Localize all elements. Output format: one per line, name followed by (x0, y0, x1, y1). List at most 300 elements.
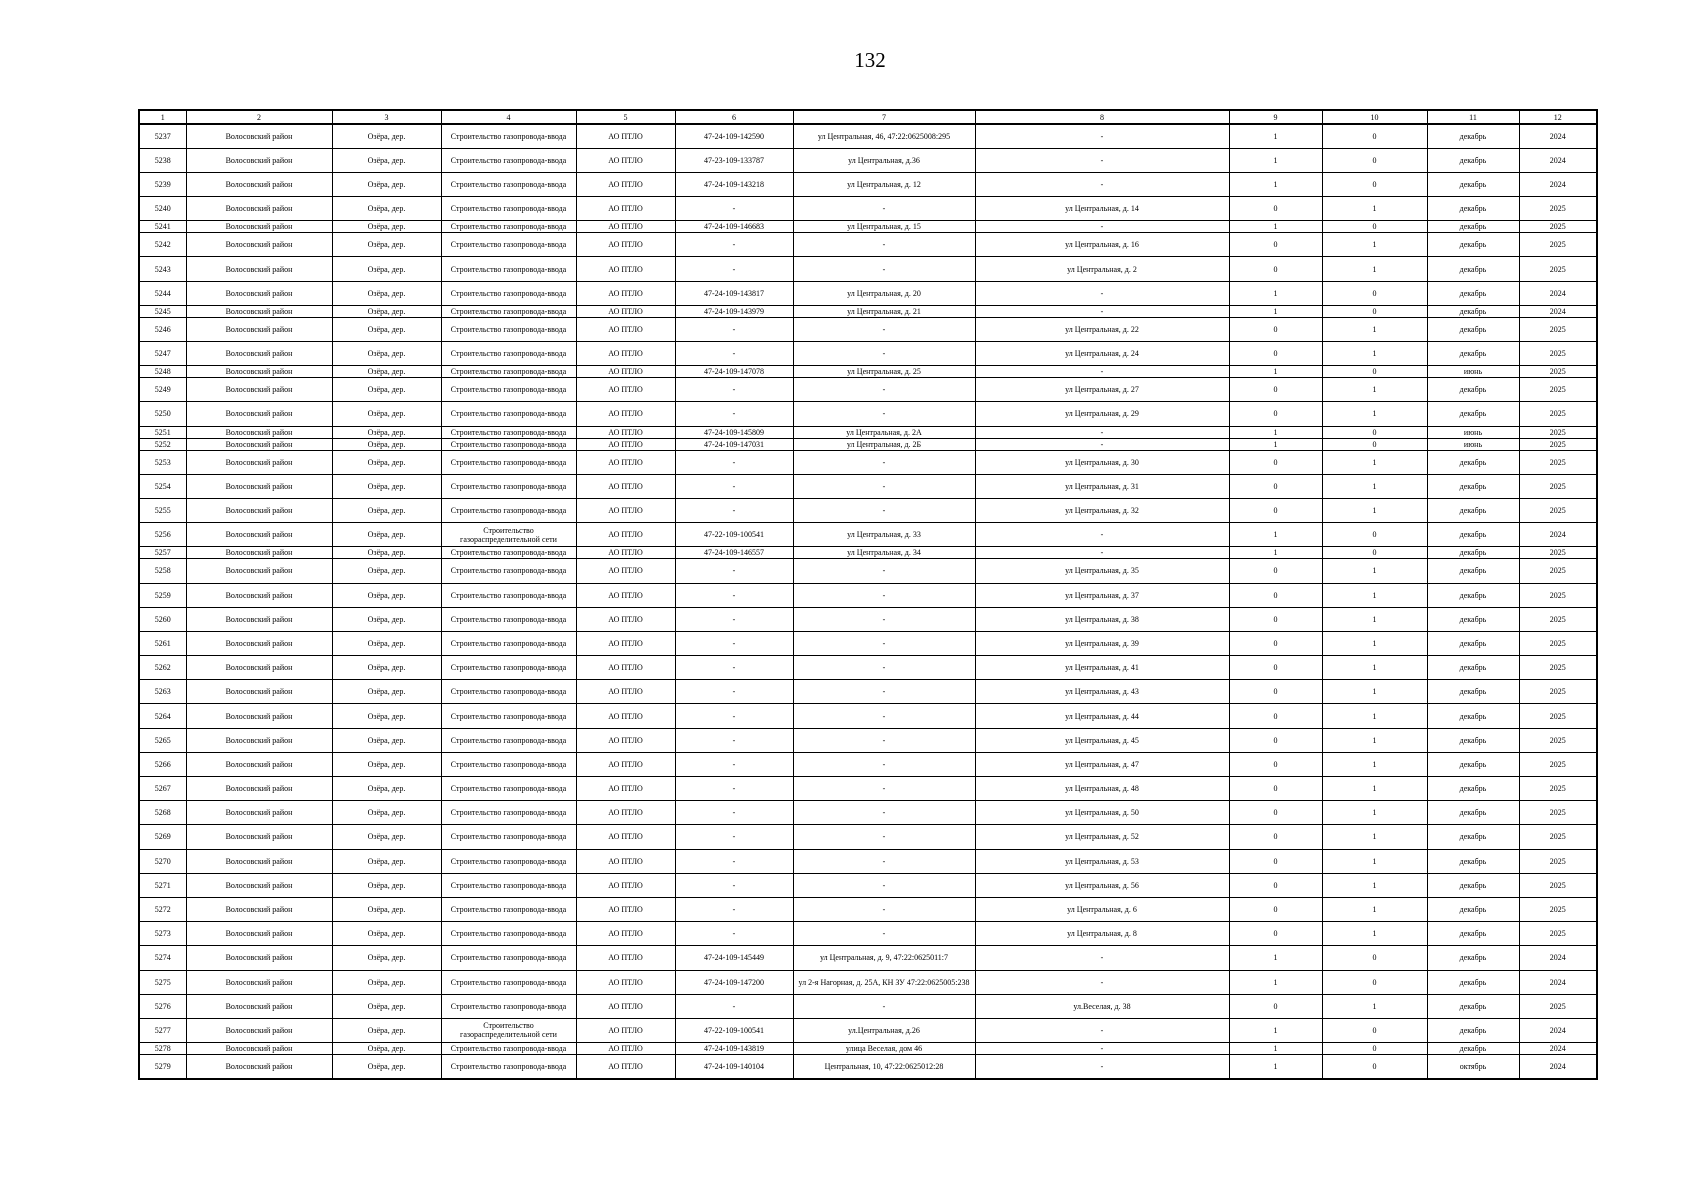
table-cell: 2025 (1519, 752, 1597, 776)
table-cell: 1 (1322, 450, 1427, 474)
table-cell: Озёра, дер. (332, 148, 441, 172)
table-cell: 0 (1229, 583, 1322, 607)
table-cell: ул Центральная, д. 24 (975, 342, 1229, 366)
table-cell: - (675, 607, 793, 631)
table-cell: декабрь (1427, 922, 1519, 946)
table-cell: Волосовский район (186, 438, 332, 450)
table-cell: декабрь (1427, 450, 1519, 474)
table-cell: ул Центральная, д. 16 (975, 233, 1229, 257)
table-cell: декабрь (1427, 498, 1519, 522)
table-cell: декабрь (1427, 402, 1519, 426)
table-cell: 2025 (1519, 498, 1597, 522)
table-cell: 1 (1322, 257, 1427, 281)
table-cell: ул Центральная, д. 9, 47:22:0625011:7 (793, 946, 975, 970)
table-cell: 0 (1229, 257, 1322, 281)
table-row (139, 994, 1597, 1018)
column-header: 9 (1229, 110, 1322, 124)
table-cell: 1 (1322, 704, 1427, 728)
table-cell: Озёра, дер. (332, 777, 441, 801)
table-cell: июнь (1427, 366, 1519, 378)
table-cell: декабрь (1427, 680, 1519, 704)
table-cell: АО ПТЛО (576, 946, 675, 970)
table-cell: ул Центральная, д. 31 (975, 474, 1229, 498)
table-cell: декабрь (1427, 523, 1519, 547)
table-cell: ул Центральная, д. 35 (975, 559, 1229, 583)
table-cell: АО ПТЛО (576, 342, 675, 366)
table-cell: ул Центральная, д. 25 (793, 366, 975, 378)
table-cell: - (675, 777, 793, 801)
table-cell: 0 (1229, 607, 1322, 631)
table-cell: 0 (1322, 1018, 1427, 1042)
table-cell: - (675, 450, 793, 474)
table-cell: АО ПТЛО (576, 559, 675, 583)
table-cell: 0 (1229, 342, 1322, 366)
table-cell: Строительство газопровода-ввода (441, 197, 576, 221)
table-cell: 1 (1322, 474, 1427, 498)
table-cell: 5278 (139, 1043, 186, 1055)
table-cell: АО ПТЛО (576, 728, 675, 752)
table-cell: 0 (1229, 656, 1322, 680)
table-cell: 0 (1229, 728, 1322, 752)
table-cell: Волосовский район (186, 728, 332, 752)
table-cell: - (793, 378, 975, 402)
table-cell: - (675, 897, 793, 921)
table-cell: 47-24-109-146683 (675, 221, 793, 233)
table-cell: Волосовский район (186, 402, 332, 426)
table-cell: Волосовский район (186, 970, 332, 994)
table-cell: улица Веселая, дом 46 (793, 1043, 975, 1055)
table-cell: Строительство газопровода-ввода (441, 474, 576, 498)
table-cell: 5256 (139, 523, 186, 547)
table-cell: 0 (1229, 994, 1322, 1018)
table-cell: АО ПТЛО (576, 547, 675, 559)
table-cell: 1 (1229, 221, 1322, 233)
table-row (139, 257, 1597, 281)
table-cell: Строительство газопровода-ввода (441, 426, 576, 438)
table-cell: 5270 (139, 849, 186, 873)
table-row (139, 378, 1597, 402)
table-cell: декабрь (1427, 946, 1519, 970)
table-cell: 47-24-109-145809 (675, 426, 793, 438)
table-cell: - (793, 704, 975, 728)
table-cell: Строительство газопровода-ввода (441, 148, 576, 172)
table-row (139, 438, 1597, 450)
table-cell: 1 (1229, 1043, 1322, 1055)
table-row (139, 317, 1597, 341)
table-cell: АО ПТЛО (576, 233, 675, 257)
table-cell: 5241 (139, 221, 186, 233)
table-cell: декабрь (1427, 777, 1519, 801)
table-cell: 0 (1322, 438, 1427, 450)
table-cell: 1 (1229, 523, 1322, 547)
table-cell: - (793, 631, 975, 655)
table-cell: Озёра, дер. (332, 922, 441, 946)
table-cell: 2025 (1519, 825, 1597, 849)
table-cell: Строительство газопровода-ввода (441, 257, 576, 281)
table-cell: ул Центральная, д. 50 (975, 801, 1229, 825)
table-cell: декабрь (1427, 607, 1519, 631)
table-cell: 47-22-109-100541 (675, 1018, 793, 1042)
table-cell: - (793, 922, 975, 946)
table-cell: 1 (1229, 426, 1322, 438)
table-cell: декабрь (1427, 849, 1519, 873)
column-header: 4 (441, 110, 576, 124)
table-cell: - (675, 728, 793, 752)
table-cell: ул 2-я Нагорная, д. 25А, КН ЗУ 47:22:0625005:238 (793, 970, 975, 994)
table-cell: ул Центральная, д. 15 (793, 221, 975, 233)
table-cell: АО ПТЛО (576, 897, 675, 921)
table-cell: 1 (1322, 922, 1427, 946)
table-cell: 5239 (139, 172, 186, 196)
table-cell: Волосовский район (186, 777, 332, 801)
table-cell: ул Центральная, д. 6 (975, 897, 1229, 921)
table-cell: ул Центральная, д. 45 (975, 728, 1229, 752)
table-cell: 5244 (139, 281, 186, 305)
table-cell: 5247 (139, 342, 186, 366)
table-row (139, 124, 1597, 148)
table-cell: 5262 (139, 656, 186, 680)
table-cell: 1 (1229, 1018, 1322, 1042)
table-cell: АО ПТЛО (576, 873, 675, 897)
table-cell: 5263 (139, 680, 186, 704)
table-cell: Озёра, дер. (332, 281, 441, 305)
table-cell: 0 (1229, 680, 1322, 704)
table-cell: Озёра, дер. (332, 607, 441, 631)
table-cell: ул.Веселая, д. 38 (975, 994, 1229, 1018)
table-row (139, 752, 1597, 776)
table-cell: Строительство газопровода-ввода (441, 777, 576, 801)
table-row (139, 1018, 1597, 1042)
table-cell: Волосовский район (186, 1018, 332, 1042)
table-cell: 2025 (1519, 366, 1597, 378)
table-cell: декабрь (1427, 801, 1519, 825)
table-cell: 5246 (139, 317, 186, 341)
table-cell: Строительство газопровода-ввода (441, 849, 576, 873)
table-cell: 5277 (139, 1018, 186, 1042)
table-cell: 2025 (1519, 680, 1597, 704)
table-cell: - (675, 342, 793, 366)
table-cell: АО ПТЛО (576, 366, 675, 378)
table-cell: Волосовский район (186, 221, 332, 233)
table-cell: Озёра, дер. (332, 801, 441, 825)
table-body (139, 124, 1597, 1079)
table-cell: 2025 (1519, 257, 1597, 281)
table-cell: декабрь (1427, 378, 1519, 402)
table-cell: Строительство газопровода-ввода (441, 1043, 576, 1055)
table-cell: ул Центральная, д. 43 (975, 680, 1229, 704)
table-cell: Озёра, дер. (332, 656, 441, 680)
table-cell: июнь (1427, 438, 1519, 450)
table-cell: АО ПТЛО (576, 148, 675, 172)
table-cell: Волосовский район (186, 825, 332, 849)
table-cell: Озёра, дер. (332, 873, 441, 897)
table-cell: - (675, 656, 793, 680)
table-cell: - (975, 148, 1229, 172)
table-cell: - (793, 257, 975, 281)
table-cell: Волосовский район (186, 378, 332, 402)
table-cell: Озёра, дер. (332, 124, 441, 148)
table-cell: 0 (1322, 523, 1427, 547)
table-cell: Строительство газопровода-ввода (441, 583, 576, 607)
table-cell: ул Центральная, д. 12 (793, 172, 975, 196)
table-cell: - (975, 221, 1229, 233)
table-cell: 2025 (1519, 897, 1597, 921)
table-cell: Волосовский район (186, 752, 332, 776)
table-cell: Озёра, дер. (332, 849, 441, 873)
table-cell: Озёра, дер. (332, 378, 441, 402)
table-cell: 5257 (139, 547, 186, 559)
table-cell: - (975, 426, 1229, 438)
table-cell: Волосовский район (186, 559, 332, 583)
table-cell: 1 (1229, 172, 1322, 196)
table-row (139, 801, 1597, 825)
table-cell: 5258 (139, 559, 186, 583)
table-cell: 0 (1322, 281, 1427, 305)
table-cell: 5259 (139, 583, 186, 607)
table-cell: 1 (1322, 607, 1427, 631)
table-cell: июнь (1427, 426, 1519, 438)
table-cell: 5252 (139, 438, 186, 450)
table-cell: - (675, 317, 793, 341)
table-cell: 2025 (1519, 197, 1597, 221)
table-cell: - (975, 366, 1229, 378)
table-cell: 1 (1322, 777, 1427, 801)
table-row (139, 777, 1597, 801)
table-cell: Волосовский район (186, 873, 332, 897)
table-cell: 2025 (1519, 583, 1597, 607)
table-row (139, 221, 1597, 233)
table-cell: Строительство газопровода-ввода (441, 378, 576, 402)
table-cell: АО ПТЛО (576, 438, 675, 450)
table-cell: - (793, 897, 975, 921)
table-cell: Озёра, дер. (332, 631, 441, 655)
table-cell: АО ПТЛО (576, 426, 675, 438)
table-cell: 0 (1229, 498, 1322, 522)
table-row (139, 197, 1597, 221)
table-cell: 0 (1229, 559, 1322, 583)
table-cell: Строительство газопровода-ввода (441, 172, 576, 196)
table-cell: - (793, 197, 975, 221)
table-cell: Волосовский район (186, 1055, 332, 1079)
table-cell: - (975, 946, 1229, 970)
table-cell: Волосовский район (186, 801, 332, 825)
table-cell: декабрь (1427, 317, 1519, 341)
table-cell: Волосовский район (186, 172, 332, 196)
column-header: 8 (975, 110, 1229, 124)
table-cell: - (975, 1018, 1229, 1042)
table-cell: - (675, 704, 793, 728)
table-cell: ул.Центральная, д.26 (793, 1018, 975, 1042)
table-row (139, 172, 1597, 196)
table-row (139, 148, 1597, 172)
table-cell: 47-22-109-100541 (675, 523, 793, 547)
table-cell: АО ПТЛО (576, 1018, 675, 1042)
table-cell: Волосовский район (186, 148, 332, 172)
table-row (139, 946, 1597, 970)
table-cell: АО ПТЛО (576, 498, 675, 522)
table-cell: Волосовский район (186, 366, 332, 378)
table-cell: АО ПТЛО (576, 257, 675, 281)
table-cell: ул Центральная, д. 30 (975, 450, 1229, 474)
table-cell: 1 (1322, 233, 1427, 257)
table-row (139, 1043, 1597, 1055)
table-cell: Строительство газопровода-ввода (441, 317, 576, 341)
table-cell: АО ПТЛО (576, 1055, 675, 1079)
table-cell: 0 (1229, 317, 1322, 341)
table-cell: 5251 (139, 426, 186, 438)
table-cell: 5274 (139, 946, 186, 970)
table-cell: 1 (1322, 752, 1427, 776)
table-row (139, 233, 1597, 257)
table-cell: - (793, 583, 975, 607)
column-header: 6 (675, 110, 793, 124)
table-cell: 0 (1322, 1055, 1427, 1079)
table-cell: ул Центральная, д.36 (793, 148, 975, 172)
table-cell: декабрь (1427, 897, 1519, 921)
table-cell: 1 (1229, 281, 1322, 305)
table-cell: 0 (1229, 197, 1322, 221)
table-cell: Строительство газопровода-ввода (441, 994, 576, 1018)
table-cell: 5260 (139, 607, 186, 631)
table-cell: АО ПТЛО (576, 704, 675, 728)
table-cell: 47-24-109-143218 (675, 172, 793, 196)
table-cell: Строительство газопровода-ввода (441, 680, 576, 704)
table-cell: 1 (1322, 897, 1427, 921)
table-row (139, 680, 1597, 704)
table-cell: - (793, 317, 975, 341)
table-cell: - (675, 994, 793, 1018)
table-cell: 2024 (1519, 970, 1597, 994)
table-cell: Волосовский район (186, 305, 332, 317)
table-cell: 5253 (139, 450, 186, 474)
table-cell: декабрь (1427, 257, 1519, 281)
table-cell: 47-24-109-143817 (675, 281, 793, 305)
table-cell: Озёра, дер. (332, 704, 441, 728)
table-cell: 2025 (1519, 378, 1597, 402)
table-cell: декабрь (1427, 124, 1519, 148)
table-cell: 2025 (1519, 777, 1597, 801)
table-row (139, 281, 1597, 305)
table-cell: ул Центральная, д. 32 (975, 498, 1229, 522)
table-cell: АО ПТЛО (576, 583, 675, 607)
table-cell: Строительство газопровода-ввода (441, 438, 576, 450)
table-cell: Строительство газопровода-ввода (441, 342, 576, 366)
table-cell: декабрь (1427, 631, 1519, 655)
table-cell: ул Центральная, д. 29 (975, 402, 1229, 426)
table-cell: АО ПТЛО (576, 450, 675, 474)
table-cell: ул Центральная, д. 53 (975, 849, 1229, 873)
table-cell: декабрь (1427, 233, 1519, 257)
table-cell: - (793, 728, 975, 752)
table-cell: 47-24-109-146557 (675, 547, 793, 559)
table-cell: 1 (1229, 124, 1322, 148)
table-cell: Озёра, дер. (332, 680, 441, 704)
table-row (139, 704, 1597, 728)
table-cell: ул Центральная, д. 22 (975, 317, 1229, 341)
table-cell: 0 (1229, 704, 1322, 728)
table-cell: 2025 (1519, 631, 1597, 655)
table-cell: Волосовский район (186, 450, 332, 474)
column-header: 10 (1322, 110, 1427, 124)
table-cell: Волосовский район (186, 946, 332, 970)
table-cell: Озёра, дер. (332, 172, 441, 196)
table-cell: - (793, 498, 975, 522)
table-cell: Строительство газопровода-ввода (441, 922, 576, 946)
table-cell: декабрь (1427, 342, 1519, 366)
table-cell: Строительство газопровода-ввода (441, 752, 576, 776)
table-cell: 5243 (139, 257, 186, 281)
table-row (139, 873, 1597, 897)
table-cell: - (793, 994, 975, 1018)
table-cell: Волосовский район (186, 897, 332, 921)
table-cell: Волосовский район (186, 474, 332, 498)
column-header: 3 (332, 110, 441, 124)
table-cell: Центральная, 10, 47:22:0625012:28 (793, 1055, 975, 1079)
table-row (139, 825, 1597, 849)
table-cell: АО ПТЛО (576, 825, 675, 849)
table-cell: Волосовский район (186, 547, 332, 559)
table-cell: - (793, 450, 975, 474)
table-row (139, 583, 1597, 607)
table-cell: декабрь (1427, 752, 1519, 776)
table-cell: - (975, 970, 1229, 994)
table-cell: - (975, 281, 1229, 305)
table-cell: декабрь (1427, 583, 1519, 607)
table-cell: Озёра, дер. (332, 366, 441, 378)
table-cell: - (675, 402, 793, 426)
table-cell: ул Центральная, д. 14 (975, 197, 1229, 221)
table-cell: 1 (1229, 946, 1322, 970)
table-cell: 47-24-109-143819 (675, 1043, 793, 1055)
table-cell: ул Центральная, д. 20 (793, 281, 975, 305)
table-cell: - (975, 1043, 1229, 1055)
table-cell: декабрь (1427, 704, 1519, 728)
table-cell: ул Центральная, д. 34 (793, 547, 975, 559)
table-cell: АО ПТЛО (576, 777, 675, 801)
table-cell: 1 (1322, 402, 1427, 426)
table-cell: Озёра, дер. (332, 523, 441, 547)
table-cell: 2024 (1519, 148, 1597, 172)
table-cell: Волосовский район (186, 680, 332, 704)
table-row (139, 559, 1597, 583)
table-cell: Озёра, дер. (332, 559, 441, 583)
table-cell: - (793, 873, 975, 897)
table-cell: 1 (1229, 547, 1322, 559)
table-cell: АО ПТЛО (576, 317, 675, 341)
column-header: 2 (186, 110, 332, 124)
table-cell: декабрь (1427, 728, 1519, 752)
table-cell: - (975, 305, 1229, 317)
table-cell: АО ПТЛО (576, 523, 675, 547)
table-cell: Строительство газопровода-ввода (441, 281, 576, 305)
table-cell: - (675, 257, 793, 281)
table-cell: АО ПТЛО (576, 922, 675, 946)
table-row (139, 607, 1597, 631)
table-row (139, 305, 1597, 317)
table-cell: Строительство газопровода-ввода (441, 825, 576, 849)
table-cell: АО ПТЛО (576, 124, 675, 148)
table-row (139, 402, 1597, 426)
column-header: 11 (1427, 110, 1519, 124)
table-cell: 47-24-109-147078 (675, 366, 793, 378)
table-cell: Озёра, дер. (332, 498, 441, 522)
table-cell: 0 (1229, 777, 1322, 801)
table-cell: Строительство газопровода-ввода (441, 631, 576, 655)
table-cell: 2025 (1519, 559, 1597, 583)
table-cell: 5265 (139, 728, 186, 752)
table-cell: Озёра, дер. (332, 233, 441, 257)
table-cell: 2025 (1519, 438, 1597, 450)
